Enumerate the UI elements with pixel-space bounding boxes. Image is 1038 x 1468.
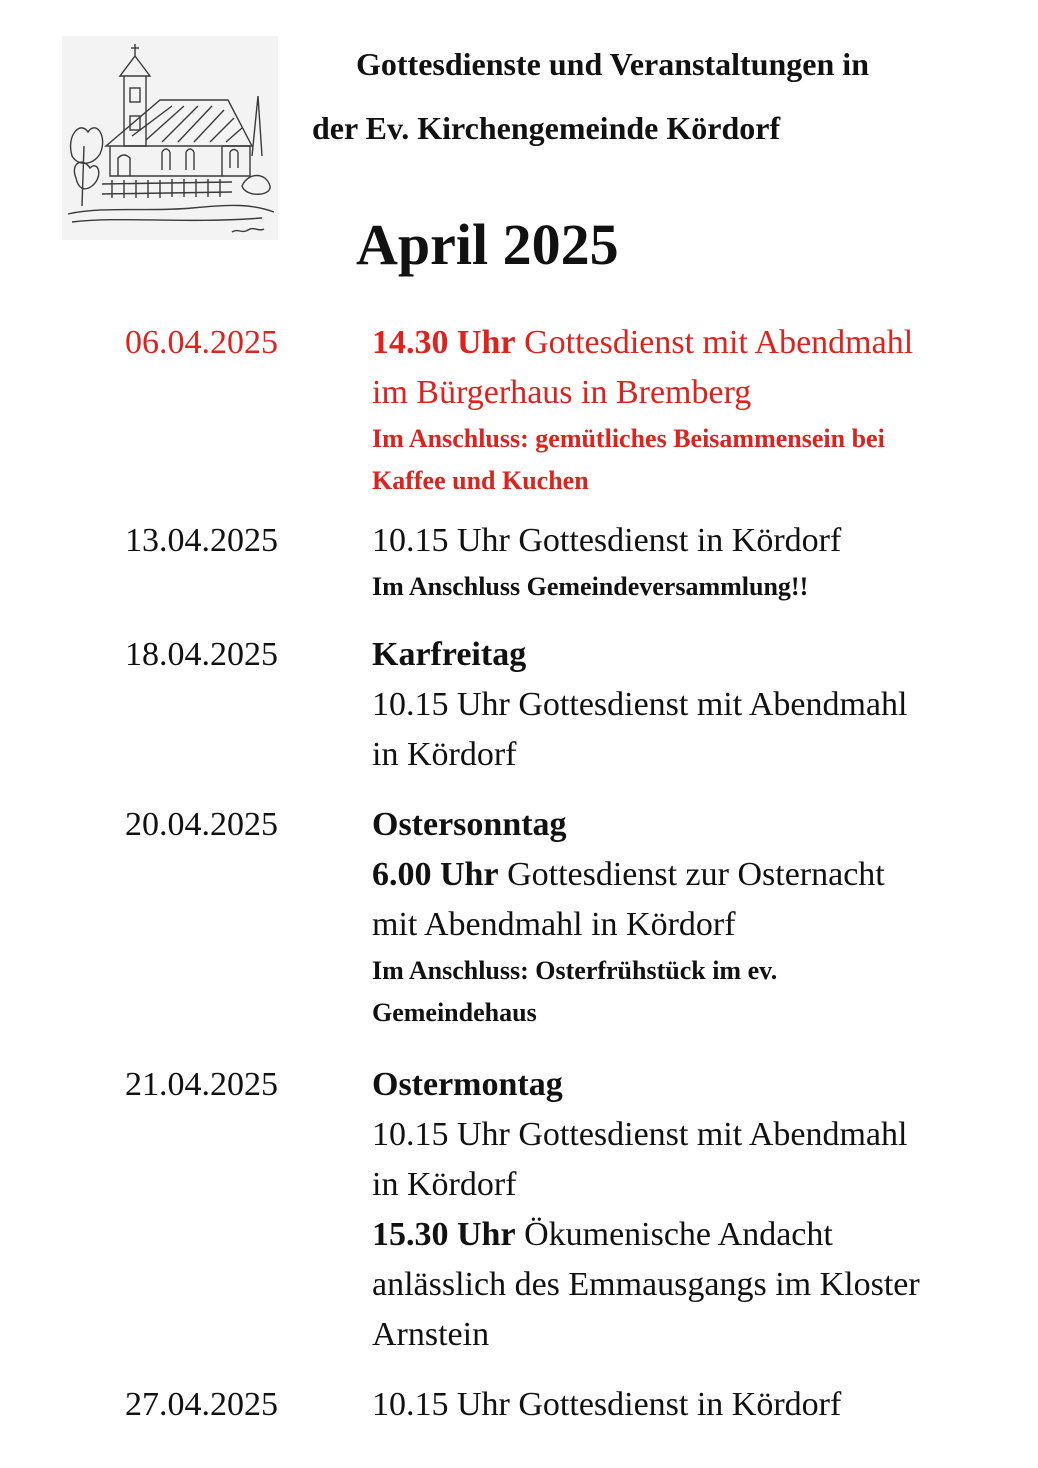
event-text: Gottesdienst mit Abendmahl (515, 324, 914, 361)
event-title: Ostermontag (372, 1066, 563, 1103)
event-time: 15.30 Uhr (372, 1216, 516, 1253)
event-line: 10.15 Uhr Gottesdienst in Kördorf (372, 522, 842, 559)
event-note: Im Anschluss Gemeindeversammlung!! (372, 572, 809, 601)
event-date: 20.04.2025 (125, 806, 278, 843)
event-description (372, 800, 1012, 1034)
event-line: mit Abendmahl in Kördorf (372, 906, 736, 943)
event-title: Karfreitag (372, 636, 527, 673)
event-line: in Kördorf (372, 736, 517, 773)
event-date: 13.04.2025 (125, 522, 278, 559)
event-line: 10.15 Uhr Gottesdienst mit Abendmahl (372, 1116, 908, 1153)
event-description (372, 516, 1012, 608)
event-line (372, 850, 1012, 900)
event-line: im Bürgerhaus in Bremberg (372, 374, 752, 411)
event-date: 06.04.2025 (125, 324, 278, 361)
event-title: Ostersonntag (372, 806, 567, 843)
event-text: Ökumenische Andacht (515, 1216, 833, 1253)
event-description (372, 1380, 1012, 1430)
event-line (372, 1210, 1012, 1260)
event-line: anlässlich des Emmausgangs im Kloster (372, 1266, 920, 1303)
event-note: Im Anschluss: Osterfrühstück im ev. (372, 956, 778, 985)
event-text: Gottesdienst zur Osternacht (498, 856, 885, 893)
event-line: 10.15 Uhr Gottesdienst mit Abendmahl (372, 686, 908, 723)
event-date: 27.04.2025 (125, 1386, 278, 1423)
event-note: Gemeindehaus (372, 998, 537, 1027)
church-sketch-icon (62, 36, 278, 240)
event-description (372, 1060, 1012, 1360)
event-line: 10.15 Uhr Gottesdienst in Kördorf (372, 1386, 842, 1423)
page-title-line-2: der Ev. Kirchengemeinde Kördorf (312, 110, 781, 146)
event-date: 18.04.2025 (125, 636, 278, 673)
event-description (372, 630, 1012, 780)
event-time: 6.00 Uhr (372, 856, 499, 893)
event-line: in Kördorf (372, 1166, 517, 1203)
event-date: 21.04.2025 (125, 1066, 278, 1103)
month-heading: April 2025 (356, 212, 619, 277)
event-note: Im Anschluss: gemütliches Beisammensein bei (372, 424, 885, 453)
event-time: 14.30 Uhr (372, 324, 516, 361)
event-line: Arnstein (372, 1316, 490, 1353)
page-title-line-1: Gottesdienste und Veranstaltungen in (356, 46, 869, 82)
event-line (372, 318, 1012, 368)
event-note: Kaffee und Kuchen (372, 466, 589, 495)
event-description (372, 318, 1012, 502)
